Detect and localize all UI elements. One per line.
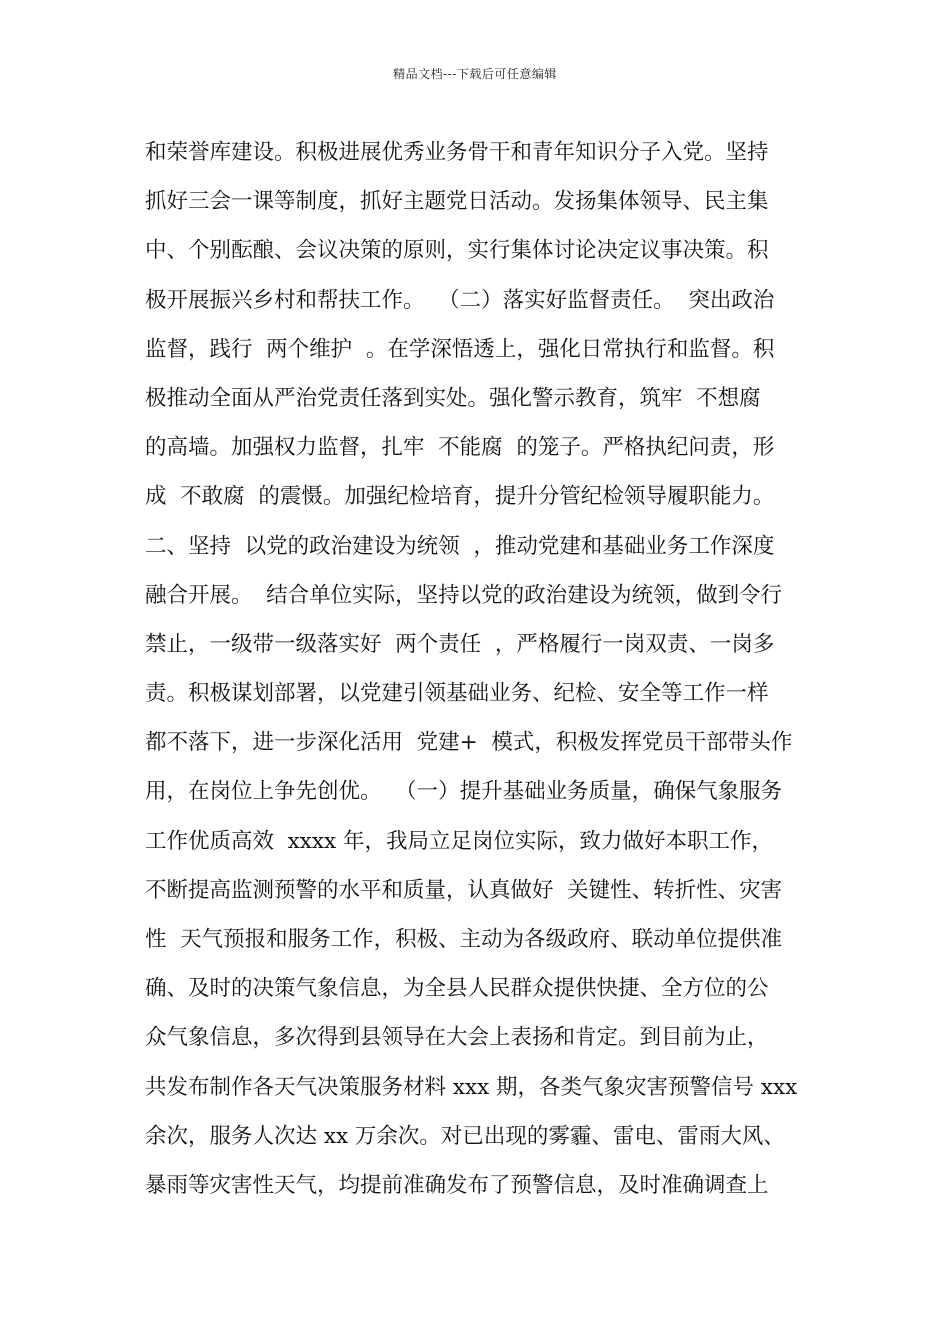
document-body: [145, 128, 805, 1210]
text-line: 和荣誉库建设。积极进展优秀业务骨干和青年知识分子入党。坚持: [145, 140, 769, 165]
text-line: 众气象信息，多次得到县领导在大会上表扬和肯定。到目前为止，: [145, 1025, 769, 1051]
page-header: 精品文档---下载后可任意编辑: [393, 67, 557, 81]
text-line: 监督，践行 两个维护 。在学深悟透上，强化日常执行和监督。积: [145, 336, 775, 362]
text-line: 禁止，一级带一级落实好 两个责任 ，严格履行一岗双责、一岗多: [145, 631, 775, 657]
text-line: 融合开展。 结合单位实际，坚持以党的政治建设为统领，做到令行: [145, 582, 783, 608]
text-line: 中、个别酝酿、会议决策的原则，实行集体讨论决定议事决策。积: [145, 238, 769, 264]
text-line: 暴雨等灾害性天气，均提前准确发布了预警信息，及时准确调查上: [145, 1172, 769, 1198]
text-line: 二、坚持 以党的政治建设为统领 ，推动党建和基础业务工作深度: [145, 533, 775, 559]
text-line: 确、及时的决策气象信息，为全县人民群众提供快捷、全方位的公: [145, 976, 769, 1002]
text-line: 抓好三会一课等制度，抓好主题党日活动。发扬集体领导、民主集: [145, 189, 769, 215]
text-line: 极推动全面从严治党责任落到实处。强化警示教育，筑牢 不想腐: [145, 385, 761, 411]
text-line: 都不落下，进一步深化活用 党建+ 模式，积极发挥党员干部带头作: [145, 730, 793, 756]
text-line: 工作优质高效 xxxx 年，我局立足岗位实际，致力做好本职工作，: [145, 828, 774, 854]
text-line: 余次，服务人次达 xx 万余次。对已出现的雾霾、雷电、雷雨大风、: [145, 1123, 785, 1149]
text-line: 共发布制作各天气决策服务材料 xxx 期，各类气象灾害预警信号 xxx: [145, 1074, 798, 1100]
text-line: 性 天气预报和服务工作，积极、主动为各级政府、联动单位提供准: [145, 927, 783, 952]
text-line: 不断提高监测预警的水平和质量，认真做好 关键性、转折性、灾害: [145, 877, 783, 903]
text-line: 成 不敢腐 的震慑。加强纪检培育，提升分管纪检领导履职能力。: [145, 484, 775, 510]
text-line: 极开展振兴乡村和帮扶工作。 （二）落实好监督责任。 突出政治: [145, 287, 775, 313]
text-line: 的高墙。加强权力监督，扎牢 不能腐 的笼子。严格执纪问责，形: [145, 435, 775, 461]
text-line: 责。积极谋划部署，以党建引领基础业务、纪检、安全等工作一样: [145, 681, 769, 707]
text-line: 用，在岗位上争先创优。 （一）提升基础业务质量，确保气象服务: [145, 779, 783, 805]
